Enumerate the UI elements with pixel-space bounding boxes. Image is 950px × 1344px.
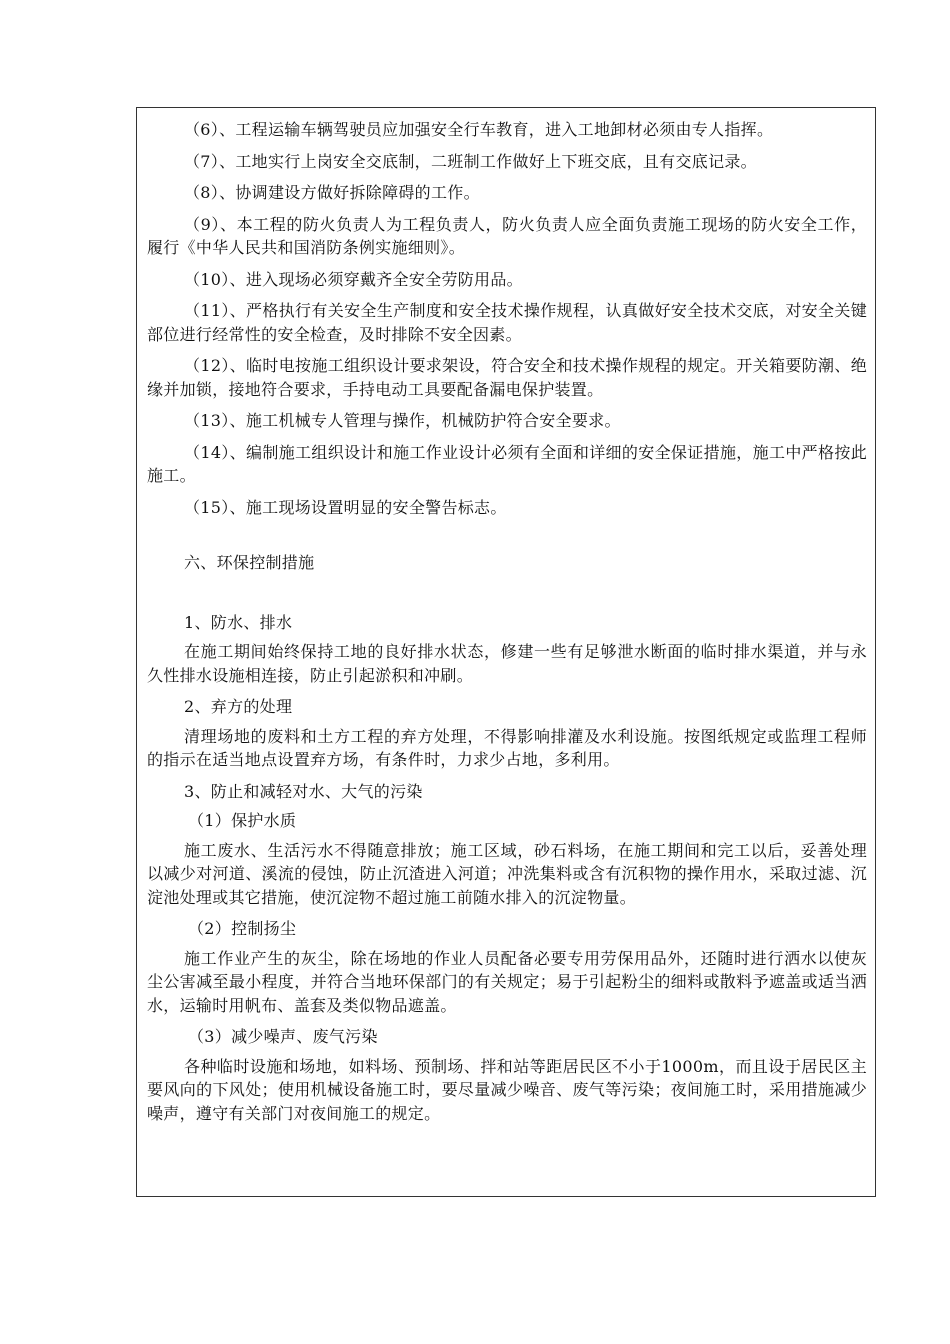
dust-control-title: （2）控制扬尘 <box>188 919 297 938</box>
safety-item-9: （9）、本工程的防火负责人为工程负责人，防火负责人应全面负责施工现场的防火安全工作，履行《中华人民共和国消防条例实施细则》。 <box>147 214 867 257</box>
safety-item-13: （13）、施工机械专人管理与操作，机械防护符合安全要求。 <box>184 411 621 430</box>
section-title: 六、环保控制措施 <box>184 553 315 572</box>
waterproof-text: 在施工期间始终保持工地的良好排水状态，修建一些有足够泄水断面的临时排水渠道，并与永久性排水设施相连接，防止引起淤积和冲刷。 <box>147 642 867 685</box>
spoil-text: 清理场地的废料和土方工程的弃方处理，不得影响排灌及水利设施。按图纸规定或监理工程师的指示在适当地点设置弃方场，有条件时，力求少占地，多利用。 <box>147 726 867 769</box>
water-quality-title: （1）保护水质 <box>188 811 297 830</box>
water-quality-text: 施工废水、生活污水不得随意排放；施工区域，砂石料场，在施工期间和完工以后，妥善处理以减少对河道、溪流的侵蚀，防止沉渣进入河道；冲洗集料或含有沉积物的操作用水，采取过滤、沉淀池处理或其它措施，使沉淀物不超过施工前随水排入的沉淀物量。 <box>147 840 867 907</box>
safety-item-15: （15）、施工现场设置明显的安全警告标志。 <box>184 497 507 517</box>
noise-control-text: 各种临时设施和场地，如料场、预制场、拌和站等距居民区不小于1000m，而且设于居民区主要风向的下风处；使用机械设备施工时，要尽量减少噪音、废气等污染；夜间施工时，采用措施减少噪声，遵守有关部门对夜间施工的规定。 <box>147 1056 867 1123</box>
spoil-title: 2、弃方的处理 <box>184 697 293 716</box>
safety-item-10: （10）、进入现场必须穿戴齐全安全劳防用品。 <box>184 269 523 289</box>
safety-item-12: （12）、临时电按施工组织设计要求架设，符合安全和技术操作规程的规定。开关箱要防潮、绝缘并加锁，接地符合要求，手持电动工具要配备漏电保护装置。 <box>147 356 867 399</box>
safety-item-11: （11）、严格执行有关安全生产制度和安全技术操作规程，认真做好安全技术交底，对安全关键部位进行经常性的安全检查，及时排除不安全因素。 <box>147 301 867 344</box>
waterproof-title: 1、防水、排水 <box>184 612 293 632</box>
noise-control-title: （3）减少噪声、废气污染 <box>188 1027 378 1046</box>
pollution-title: 3、防止和减轻对水、大气的污染 <box>184 781 423 801</box>
safety-item-6: （6）、工程运输车辆驾驶员应加强安全行车教育，进入工地卸材必须由专人指挥。 <box>184 120 774 139</box>
safety-item-8: （8）、协调建设方做好拆除障碍的工作。 <box>184 183 480 202</box>
safety-item-14: （14）、编制施工组织设计和施工作业设计必须有全面和详细的安全保证措施，施工中严格按此施工。 <box>147 442 867 485</box>
safety-item-7: （7）、工地实行上岗安全交底制，二班制工作做好上下班交底，且有交底记录。 <box>184 151 757 171</box>
dust-control-text: 施工作业产生的灰尘，除在场地的作业人员配备必要专用劳保用品外，还随时进行洒水以使灰尘公害减至最小程度，并符合当地环保部门的有关规定；易于引起粉尘的细料或散料予遮盖或适当洒水，运输时用帆布、盖套及类似物品遮盖。 <box>147 948 867 1015</box>
document-content <box>147 118 867 1133</box>
document-frame <box>136 107 876 1197</box>
